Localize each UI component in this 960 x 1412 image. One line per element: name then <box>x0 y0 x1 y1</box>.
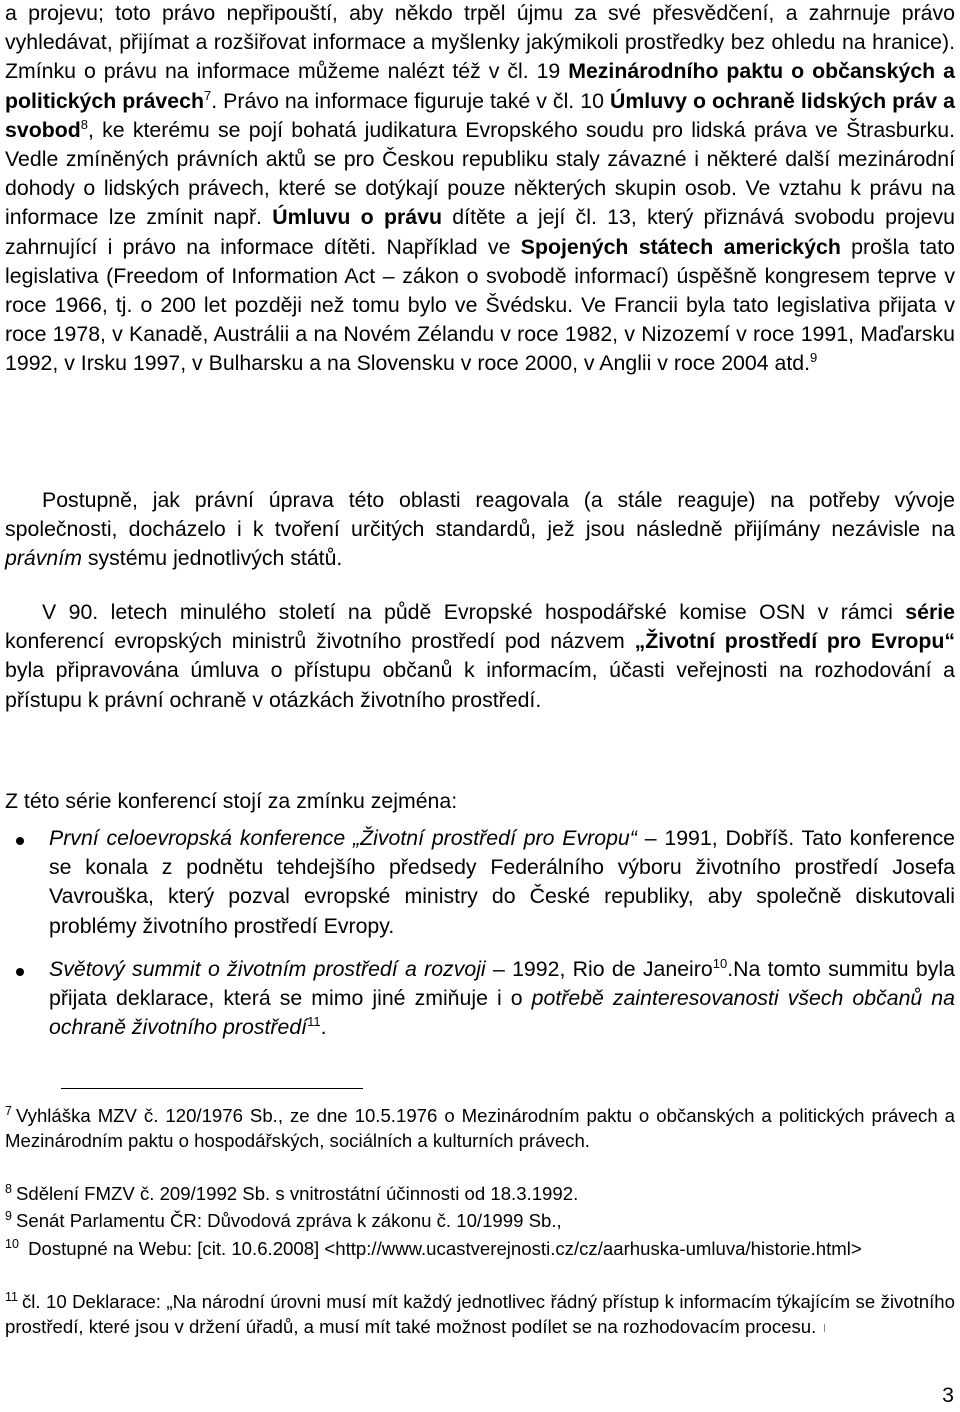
text-span: . Právo na informace figuruje také v čl. 10 <box>211 88 610 113</box>
footnote-ref-11[interactable]: 11 <box>307 1014 321 1030</box>
text-span: Z této série konferencí stojí za zmínku zejména: <box>5 789 458 813</box>
bold-term-child-convention: Úmluvu o právu <box>272 205 442 230</box>
footnote-8 <box>5 1181 955 1206</box>
bold-term-covenant: Mezinárodního paktu o občanských a politických právech <box>5 59 955 113</box>
text-span: byla připravována úmluva o přístupu občanů k informacím, účasti veřejnosti na rozhodování a přístupu k právní ochraně v otázkách životního prostředí. <box>5 658 955 712</box>
bold-term-series: série <box>905 600 955 624</box>
footnote-divider <box>61 1088 363 1089</box>
bullet-icon <box>16 837 24 845</box>
italic-term: právním <box>5 546 82 571</box>
italic-conference-title: První celoevropská konference „Životní prostředí pro Evropu“ <box>49 826 637 850</box>
list-item <box>5 824 955 944</box>
list-item <box>5 955 955 1045</box>
footnote-ref-9[interactable]: 9 <box>810 350 818 366</box>
footnote-number: 9 <box>5 1209 12 1223</box>
footnote-number: 11 <box>5 1290 18 1304</box>
italic-summit-title: Světový summit o životním prostředí a rozvoji <box>49 957 486 981</box>
text-span: – 1992, Rio de Janeiro <box>485 957 713 981</box>
italic-phrase: potřebě zainteresovanosti všech občanů na ochraně životního prostředí <box>49 986 955 1040</box>
footnote-10 <box>5 1236 955 1261</box>
footnote-number: 7 <box>5 1104 12 1118</box>
text-span: . <box>320 1015 327 1040</box>
text-span: prošla tato legislativa (Freedom of Information Act – zákon o svobodě informací) úspěšně kongresem teprve v roce 1966, tj. o 200 let později než tomu bylo ve Švédsku. Ve Francii byla tato legislativa přijata v roce 1978, v Kanadě, Austrálii a na Novém Zélandu v roce 1982, v Nizozemí v roce 1991, Maďarsku 1992, v Irsku 1997, v Bulharsku a na Slovensku v roce 2000, v Anglii v roce 2004 atd. <box>5 234 955 376</box>
footnote-ref-10[interactable]: 10 <box>712 955 728 971</box>
paragraph-un-commission <box>5 598 955 715</box>
paragraph-standards <box>5 486 955 574</box>
bold-term-usa: Spojených státech amerických <box>520 234 841 259</box>
text-span: V 90. letech minulého století na půdě Evropské hospodářské komise OSN v rámci <box>42 600 906 624</box>
paragraph-series-intro <box>5 787 955 816</box>
footnote-text: Dostupné na Webu: [cit. 10.6.2008] <http://www.ucastverejnosti.cz/cz/aarhuska-umluva/historie.html> <box>22 1238 862 1259</box>
text-span: – 1991, Dobříš. Tato konference se konala z podnětu tehdejšího předsedy Federálního výboru životního prostředí Josefa Vavrouška, který pozval evropské ministry do České republiky, aby společně diskutovali problémy životního prostředí Evropy. <box>49 826 955 938</box>
footnote-9 <box>5 1208 955 1233</box>
footnote-number: 8 <box>5 1182 12 1196</box>
text-span: Zmínku o právu na informace můžeme nalézt též v čl. 19 <box>5 59 569 84</box>
text-span: .Na tomto summitu byla přijata deklarace, která se mimo jiné zmiňuje i o <box>49 957 955 1011</box>
list-item-text <box>49 955 955 1043</box>
footnote-7 <box>5 1103 955 1153</box>
footnote-number: 10 <box>5 1237 19 1251</box>
list-item-text <box>49 824 955 941</box>
text-span: , ke kterému se pojí bohatá judikatura Evropského soudu pro lidská práva ve Štrasburku. Vedle zmíněných právních aktů se pro Českou republiku staly závazné i některé další mezinárodní dohody o lidských právech, které se dotýkají pouze některých skupin osob. Ve vztahu k právu na informace lze zmínit např. <box>5 117 955 230</box>
page-number: 3 <box>942 1383 954 1407</box>
bullet-icon <box>16 968 24 976</box>
footnote-text: čl. 10 Deklarace: „Na národní úrovni musí mít každý jednotlivec řádný přístup k informacím týkajícím se životního prostředí, které jsou v držení úřadů, a musí mít také možnost podílet se na rozhodovacím procesu. <box>5 1291 955 1338</box>
footnote-text: Senát Parlamentu ČR: Důvodová zpráva k zákonu č. 10/1999 Sb., <box>15 1210 562 1231</box>
text-span: Postupně, jak právní úprava této oblasti reagovala (a stále reaguje) na potřeby vývoje společnosti, docházelo i k tvoření určitých standardů, jež jsou následně přijímány nezávisle na <box>5 488 955 542</box>
bold-term-convention: Úmluvy o ochraně lidských práv a svobod <box>5 88 955 142</box>
paragraph-right-to-information <box>5 0 955 379</box>
text-span: dítěte a její čl. 13, který přiznává svobodu projevu zahrnující i právo na informace dítěti. Například ve <box>5 205 955 259</box>
small-mark-icon <box>824 1324 829 1332</box>
footnote-ref-7[interactable]: 7 <box>203 87 212 103</box>
footnote-text: Vyhláška MZV č. 120/1976 Sb., ze dne 10.5.1976 o Mezinárodním paktu o občanských a politických právech a Mezinárodním paktu o hospodářských, sociálních a kulturních právech. <box>5 1105 955 1152</box>
text-span: systému jednotlivých států. <box>81 546 343 571</box>
text-span: konferencí evropských ministrů životního prostředí pod názvem <box>5 629 635 654</box>
footnote-text: Sdělení FMZV č. 209/1992 Sb. s vnitrostátní účinnosti od 18.3.1992. <box>15 1183 579 1204</box>
footnote-11 <box>5 1289 955 1339</box>
bold-term-environment-for-europe: „Životní prostředí pro Evropu“ <box>634 629 955 654</box>
text-span: a projevu; toto právo nepřipouští, aby někdo trpěl újmu za své přesvědčení, a zahrnuje právo vyhledávat, přijímat a rozšiřovat informace a myšlenky jakýmikoli prostředky bez ohledu na hranice). <box>5 1 955 55</box>
footnote-ref-8[interactable]: 8 <box>80 116 88 132</box>
